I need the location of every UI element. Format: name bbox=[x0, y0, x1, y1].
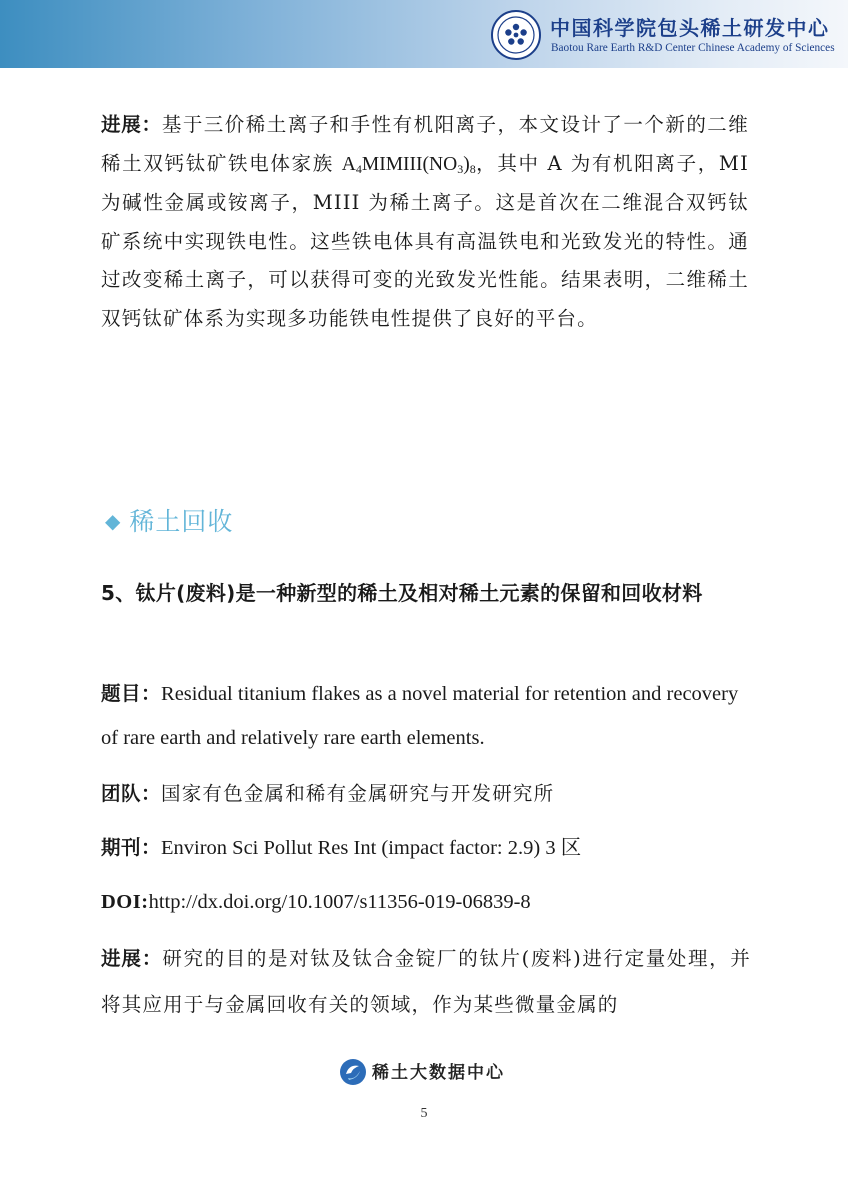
page-number: 5 bbox=[420, 1106, 428, 1121]
diamond-bullet-icon: ◆ bbox=[105, 509, 122, 533]
progress-text-2: ，其中 A 为有机阳离子，MI 为碱性金属或铵离子，MIII 为稀土离子。这是首次在二维混合双钙钛矿系统中实现铁电性。这些铁电体具有高温铁电和光致发光的特性。通过改变稀土离子，可以获得可变的光致发光性能。结果表明，二维稀土双钙钛矿体系为实现多功能铁电性提供了良好的平台。 bbox=[101, 151, 749, 330]
re-data-logo-icon bbox=[339, 1058, 367, 1086]
page-header bbox=[0, 0, 848, 68]
team-label: 团队： bbox=[101, 782, 162, 805]
item-heading: 5、钛片(废料)是一种新型的稀土及相对稀土元素的保留和回收材料 bbox=[101, 581, 703, 605]
cas-emblem-icon bbox=[491, 10, 541, 60]
team-row bbox=[101, 772, 751, 816]
section-title: 稀土回收 bbox=[129, 507, 234, 536]
formula: $A_4MIMIII(NO_3)_8$ bbox=[341, 153, 476, 176]
footer-brand: 稀土大数据中心 bbox=[372, 1063, 505, 1083]
progress-paragraph bbox=[101, 106, 749, 338]
journal-value: Environ Sci Pollut Res Int (impact factor: 2.9) 3 区 bbox=[161, 837, 582, 859]
header-org-name-en: Baotou Rare Earth R&D Center Chinese Academy of Sciences bbox=[551, 42, 835, 54]
progress-label: 进展： bbox=[101, 113, 162, 136]
doi-link[interactable]: http://dx.doi.org/10.1007/s11356-019-06839-8 bbox=[148, 891, 531, 913]
title-row bbox=[101, 672, 751, 760]
doi-row bbox=[101, 880, 751, 924]
journal-row bbox=[101, 826, 751, 870]
journal-label: 期刊： bbox=[101, 836, 162, 859]
header-org-name-cn: 中国科学院包头稀土研发中心 bbox=[550, 16, 830, 40]
title-label: 题目： bbox=[101, 682, 162, 705]
previous-item-progress bbox=[101, 106, 749, 338]
doi-label: DOI: bbox=[101, 891, 149, 913]
progress-text-1: 基于三价稀土离子和手性有机阳离子，本文设计了一个新的二维稀土双钙钛矿铁电体家族 bbox=[101, 113, 749, 175]
item-progress-row bbox=[101, 936, 751, 1028]
item-progress-value: 研究的目的是对钛及钛合金锭厂的钛片(废料)进行定量处理，并将其应用于与金属回收有关的领域，作为某些微量金属的 bbox=[101, 947, 751, 1016]
title-value: Residual titanium flakes as a novel material for retention and recovery of rare earth and relatively rare earth elements. bbox=[101, 683, 739, 749]
item-progress-label: 进展： bbox=[101, 947, 163, 970]
team-value: 国家有色金属和稀有金属研究与开发研究所 bbox=[161, 782, 555, 805]
section-heading bbox=[105, 502, 233, 538]
